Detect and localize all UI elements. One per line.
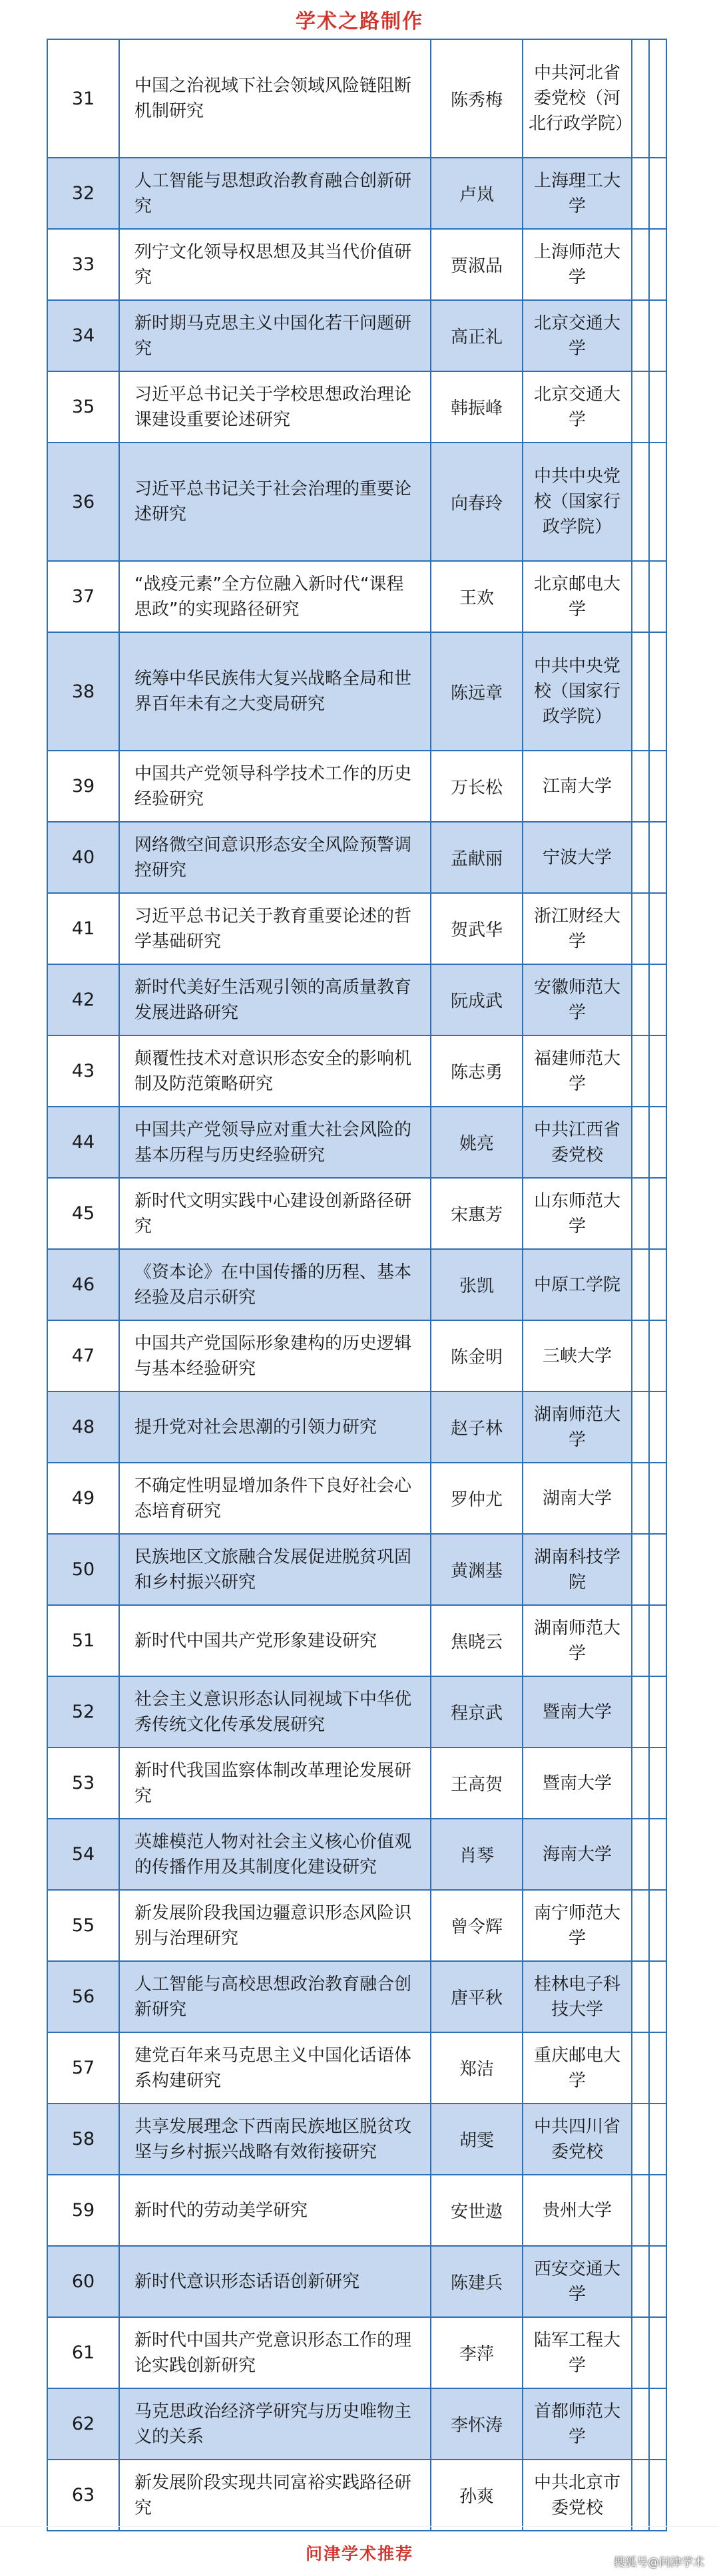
institution: 西安交通大学 bbox=[523, 2246, 632, 2317]
institution: 中共四川省委党校 bbox=[523, 2104, 632, 2175]
empty-cell bbox=[632, 1961, 649, 2032]
row-number: 41 bbox=[47, 893, 119, 964]
empty-cell bbox=[649, 632, 666, 751]
institution: 中共河北省委党校（河北行政学院） bbox=[523, 39, 632, 158]
empty-cell bbox=[632, 1534, 649, 1605]
table-row bbox=[47, 1748, 666, 1819]
principal-name: 孟献丽 bbox=[431, 822, 523, 893]
empty-cell bbox=[649, 2175, 666, 2246]
empty-cell bbox=[649, 1463, 666, 1534]
empty-cell bbox=[649, 158, 666, 229]
principal-name: 李怀涛 bbox=[431, 2388, 523, 2460]
principal-name: 胡雯 bbox=[431, 2104, 523, 2175]
row-number: 62 bbox=[47, 2388, 119, 2460]
row-number: 47 bbox=[47, 1320, 119, 1391]
row-number: 53 bbox=[47, 1748, 119, 1819]
empty-cell bbox=[632, 632, 649, 751]
row-number: 59 bbox=[47, 2175, 119, 2246]
table-row bbox=[47, 1890, 666, 1961]
empty-cell bbox=[632, 1391, 649, 1463]
project-title: 新时期马克思主义中国化若干问题研究 bbox=[119, 300, 431, 371]
empty-cell bbox=[649, 561, 666, 632]
principal-name: 陈志勇 bbox=[431, 1035, 523, 1107]
empty-cell bbox=[649, 1819, 666, 1890]
table-row bbox=[47, 158, 666, 229]
principal-name: 王欢 bbox=[431, 561, 523, 632]
table-row bbox=[47, 893, 666, 964]
empty-cell bbox=[632, 300, 649, 371]
table-row bbox=[47, 300, 666, 371]
row-number: 58 bbox=[47, 2104, 119, 2175]
row-number: 55 bbox=[47, 1890, 119, 1961]
project-title: 提升党对社会思潮的引领力研究 bbox=[119, 1391, 431, 1463]
project-title: 新时代中国共产党形象建设研究 bbox=[119, 1605, 431, 1676]
principal-name: 罗仲尤 bbox=[431, 1463, 523, 1534]
project-title: 英雄模范人物对社会主义核心价值观的传播作用及其制度化建设研究 bbox=[119, 1819, 431, 1890]
empty-cell bbox=[632, 964, 649, 1035]
empty-cell bbox=[632, 1249, 649, 1320]
empty-cell bbox=[632, 158, 649, 229]
principal-name: 姚亮 bbox=[431, 1107, 523, 1178]
row-number: 52 bbox=[47, 1676, 119, 1748]
project-title: 新时代美好生活观引领的高质量教育发展进路研究 bbox=[119, 964, 431, 1035]
principal-name: 陈建兵 bbox=[431, 2246, 523, 2317]
footer-title: 问津学术推荐 bbox=[305, 2544, 413, 2563]
principal-name: 曾令辉 bbox=[431, 1890, 523, 1961]
project-title: 人工智能与高校思想政治教育融合创新研究 bbox=[119, 1961, 431, 2032]
table-row bbox=[47, 39, 666, 158]
principal-name: 赵子林 bbox=[431, 1391, 523, 1463]
row-number: 38 bbox=[47, 632, 119, 751]
project-title: “战疫元素”全方位融入新时代“课程思政”的实现路径研究 bbox=[119, 561, 431, 632]
empty-cell bbox=[649, 2388, 666, 2460]
empty-cell bbox=[649, 300, 666, 371]
empty-cell bbox=[632, 39, 649, 158]
empty-cell bbox=[632, 443, 649, 561]
row-number: 43 bbox=[47, 1035, 119, 1107]
principal-name: 唐平秋 bbox=[431, 1961, 523, 2032]
institution: 江南大学 bbox=[523, 751, 632, 822]
empty-cell bbox=[632, 822, 649, 893]
empty-cell bbox=[649, 2246, 666, 2317]
row-number: 50 bbox=[47, 1534, 119, 1605]
table-row bbox=[47, 1107, 666, 1178]
institution: 中共中央党校（国家行政学院） bbox=[523, 632, 632, 751]
table-row bbox=[47, 822, 666, 893]
project-title: 新发展阶段实现共同富裕实践路径研究 bbox=[119, 2460, 431, 2531]
row-number: 35 bbox=[47, 371, 119, 443]
institution: 中共北京市委党校 bbox=[523, 2460, 632, 2531]
principal-name: 王高贺 bbox=[431, 1748, 523, 1819]
institution: 中共中央党校（国家行政学院） bbox=[523, 443, 632, 561]
row-number: 32 bbox=[47, 158, 119, 229]
institution: 暨南大学 bbox=[523, 1676, 632, 1748]
project-title: 新发展阶段我国边疆意识形态风险识别与治理研究 bbox=[119, 1890, 431, 1961]
row-number: 57 bbox=[47, 2032, 119, 2104]
empty-cell bbox=[632, 561, 649, 632]
principal-name: 李萍 bbox=[431, 2317, 523, 2388]
institution: 浙江财经大学 bbox=[523, 893, 632, 964]
project-title: 新时代文明实践中心建设创新路径研究 bbox=[119, 1178, 431, 1249]
empty-cell bbox=[632, 1819, 649, 1890]
institution: 暨南大学 bbox=[523, 1748, 632, 1819]
institution: 三峡大学 bbox=[523, 1320, 632, 1391]
principal-name: 陈秀梅 bbox=[431, 39, 523, 158]
institution: 北京邮电大学 bbox=[523, 561, 632, 632]
empty-cell bbox=[632, 2175, 649, 2246]
table-row bbox=[47, 2317, 666, 2388]
row-number: 46 bbox=[47, 1249, 119, 1320]
table-row bbox=[47, 2388, 666, 2460]
empty-cell bbox=[649, 1035, 666, 1107]
table-body bbox=[47, 39, 666, 2531]
table-row bbox=[47, 2104, 666, 2175]
table-row bbox=[47, 561, 666, 632]
principal-name: 程京武 bbox=[431, 1676, 523, 1748]
empty-cell bbox=[632, 1676, 649, 1748]
project-title: 人工智能与思想政治教育融合创新研究 bbox=[119, 158, 431, 229]
principal-name: 高正礼 bbox=[431, 300, 523, 371]
empty-cell bbox=[649, 371, 666, 443]
table-row bbox=[47, 2460, 666, 2531]
empty-cell bbox=[649, 822, 666, 893]
institution: 安徽师范大学 bbox=[523, 964, 632, 1035]
institution: 湖南师范大学 bbox=[523, 1605, 632, 1676]
empty-cell bbox=[649, 229, 666, 300]
project-title: 颠覆性技术对意识形态安全的影响机制及防范策略研究 bbox=[119, 1035, 431, 1107]
table-row bbox=[47, 751, 666, 822]
project-title: 习近平总书记关于教育重要论述的哲学基础研究 bbox=[119, 893, 431, 964]
row-number: 42 bbox=[47, 964, 119, 1035]
row-number: 39 bbox=[47, 751, 119, 822]
empty-cell bbox=[649, 39, 666, 158]
row-number: 31 bbox=[47, 39, 119, 158]
empty-cell bbox=[632, 1107, 649, 1178]
project-title: 中国共产党领导应对重大社会风险的基本历程与历史经验研究 bbox=[119, 1107, 431, 1178]
project-title: 民族地区文旅融合发展促进脱贫巩固和乡村振兴研究 bbox=[119, 1534, 431, 1605]
project-table bbox=[47, 39, 666, 2531]
table-row bbox=[47, 1961, 666, 2032]
empty-cell bbox=[632, 893, 649, 964]
empty-cell bbox=[632, 1035, 649, 1107]
row-number: 37 bbox=[47, 561, 119, 632]
empty-cell bbox=[649, 2104, 666, 2175]
table-row bbox=[47, 1676, 666, 1748]
project-title: 中国共产党国际形象建构的历史逻辑与基本经验研究 bbox=[119, 1320, 431, 1391]
project-title: 统筹中华民族伟大复兴战略全局和世界百年未有之大变局研究 bbox=[119, 632, 431, 751]
empty-cell bbox=[649, 1178, 666, 1249]
empty-cell bbox=[632, 1178, 649, 1249]
empty-cell bbox=[632, 1748, 649, 1819]
project-title: 《资本论》在中国传播的历程、基本经验及启示研究 bbox=[119, 1249, 431, 1320]
empty-cell bbox=[632, 229, 649, 300]
table-row bbox=[47, 1819, 666, 1890]
row-number: 61 bbox=[47, 2317, 119, 2388]
watermark: 搜狐号@问津学术 bbox=[614, 2556, 704, 2569]
table-row bbox=[47, 1534, 666, 1605]
project-title: 中国之治视域下社会领域风险链阻断机制研究 bbox=[119, 39, 431, 158]
principal-name: 张凯 bbox=[431, 1249, 523, 1320]
table-row bbox=[47, 2175, 666, 2246]
empty-cell bbox=[632, 2032, 649, 2104]
project-title: 马克思政治经济学研究与历史唯物主义的关系 bbox=[119, 2388, 431, 2460]
institution: 湖南师范大学 bbox=[523, 1391, 632, 1463]
principal-name: 郑洁 bbox=[431, 2032, 523, 2104]
principal-name: 贺武华 bbox=[431, 893, 523, 964]
principal-name: 肖琴 bbox=[431, 1819, 523, 1890]
principal-name: 韩振峰 bbox=[431, 371, 523, 443]
principal-name: 孙爽 bbox=[431, 2460, 523, 2531]
project-title: 不确定性明显增加条件下良好社会心态培育研究 bbox=[119, 1463, 431, 1534]
institution: 湖南科技学院 bbox=[523, 1534, 632, 1605]
empty-cell bbox=[649, 964, 666, 1035]
institution: 海南大学 bbox=[523, 1819, 632, 1890]
table-row bbox=[47, 2246, 666, 2317]
empty-cell bbox=[632, 1320, 649, 1391]
project-title: 习近平总书记关于学校思想政治理论课建设重要论述研究 bbox=[119, 371, 431, 443]
empty-cell bbox=[649, 1391, 666, 1463]
principal-name: 陈金明 bbox=[431, 1320, 523, 1391]
institution: 桂林电子科技大学 bbox=[523, 1961, 632, 2032]
empty-cell bbox=[649, 751, 666, 822]
empty-cell bbox=[649, 2460, 666, 2531]
empty-cell bbox=[649, 1961, 666, 2032]
page-footer bbox=[0, 2541, 719, 2565]
table-row bbox=[47, 443, 666, 561]
table-row bbox=[47, 632, 666, 751]
empty-cell bbox=[649, 1107, 666, 1178]
project-title: 共享发展理念下西南民族地区脱贫攻坚与乡村振兴战略有效衔接研究 bbox=[119, 2104, 431, 2175]
empty-cell bbox=[632, 2388, 649, 2460]
empty-cell bbox=[632, 371, 649, 443]
empty-cell bbox=[649, 1249, 666, 1320]
table-row bbox=[47, 1178, 666, 1249]
principal-name: 陈远章 bbox=[431, 632, 523, 751]
row-number: 45 bbox=[47, 1178, 119, 1249]
project-title: 新时代我国监察体制改革理论发展研究 bbox=[119, 1748, 431, 1819]
project-title: 新时代中国共产党意识形态工作的理论实践创新研究 bbox=[119, 2317, 431, 2388]
table-row bbox=[47, 2032, 666, 2104]
row-number: 54 bbox=[47, 1819, 119, 1890]
project-title: 新时代意识形态话语创新研究 bbox=[119, 2246, 431, 2317]
project-title: 列宁文化领导权思想及其当代价值研究 bbox=[119, 229, 431, 300]
empty-cell bbox=[649, 893, 666, 964]
row-number: 63 bbox=[47, 2460, 119, 2531]
institution: 中共江西省委党校 bbox=[523, 1107, 632, 1178]
principal-name: 宋惠芳 bbox=[431, 1178, 523, 1249]
principal-name: 卢岚 bbox=[431, 158, 523, 229]
empty-cell bbox=[632, 2317, 649, 2388]
table-row bbox=[47, 1320, 666, 1391]
empty-cell bbox=[632, 2460, 649, 2531]
row-number: 60 bbox=[47, 2246, 119, 2317]
page-title: 学术之路制作 bbox=[296, 10, 423, 33]
project-title: 新时代的劳动美学研究 bbox=[119, 2175, 431, 2246]
project-title: 网络微空间意识形态安全风险预警调控研究 bbox=[119, 822, 431, 893]
institution: 南宁师范大学 bbox=[523, 1890, 632, 1961]
empty-cell bbox=[632, 1463, 649, 1534]
institution: 北京交通大学 bbox=[523, 300, 632, 371]
row-number: 51 bbox=[47, 1605, 119, 1676]
institution: 上海师范大学 bbox=[523, 229, 632, 300]
row-number: 44 bbox=[47, 1107, 119, 1178]
table-row bbox=[47, 371, 666, 443]
empty-cell bbox=[649, 1748, 666, 1819]
principal-name: 焦晓云 bbox=[431, 1605, 523, 1676]
institution: 首都师范大学 bbox=[523, 2388, 632, 2460]
empty-cell bbox=[649, 443, 666, 561]
row-number: 56 bbox=[47, 1961, 119, 2032]
principal-name: 万长松 bbox=[431, 751, 523, 822]
institution: 中原工学院 bbox=[523, 1249, 632, 1320]
principal-name: 贾淑品 bbox=[431, 229, 523, 300]
table-row bbox=[47, 964, 666, 1035]
empty-cell bbox=[649, 1605, 666, 1676]
institution: 福建师范大学 bbox=[523, 1035, 632, 1107]
row-number: 34 bbox=[47, 300, 119, 371]
project-title: 建党百年来马克思主义中国化话语体系构建研究 bbox=[119, 2032, 431, 2104]
empty-cell bbox=[632, 2104, 649, 2175]
project-title: 社会主义意识形态认同视域下中华优秀传统文化传承发展研究 bbox=[119, 1676, 431, 1748]
table-row bbox=[47, 1463, 666, 1534]
institution: 山东师范大学 bbox=[523, 1178, 632, 1249]
institution: 贵州大学 bbox=[523, 2175, 632, 2246]
project-title: 中国共产党领导科学技术工作的历史经验研究 bbox=[119, 751, 431, 822]
empty-cell bbox=[632, 1890, 649, 1961]
institution: 宁波大学 bbox=[523, 822, 632, 893]
table-row bbox=[47, 1605, 666, 1676]
principal-name: 阮成武 bbox=[431, 964, 523, 1035]
empty-cell bbox=[632, 2246, 649, 2317]
row-number: 48 bbox=[47, 1391, 119, 1463]
row-number: 40 bbox=[47, 822, 119, 893]
principal-name: 向春玲 bbox=[431, 443, 523, 561]
empty-cell bbox=[649, 1320, 666, 1391]
empty-cell bbox=[649, 1676, 666, 1748]
table-row bbox=[47, 229, 666, 300]
empty-cell bbox=[632, 751, 649, 822]
empty-cell bbox=[649, 2032, 666, 2104]
empty-cell bbox=[649, 1890, 666, 1961]
principal-name: 黄渊基 bbox=[431, 1534, 523, 1605]
project-title: 习近平总书记关于社会治理的重要论述研究 bbox=[119, 443, 431, 561]
institution: 重庆邮电大学 bbox=[523, 2032, 632, 2104]
table-row bbox=[47, 1249, 666, 1320]
empty-cell bbox=[649, 1534, 666, 1605]
empty-cell bbox=[632, 1605, 649, 1676]
table-row bbox=[47, 1391, 666, 1463]
footer-divider bbox=[0, 2526, 719, 2527]
empty-cell bbox=[649, 2317, 666, 2388]
institution: 北京交通大学 bbox=[523, 371, 632, 443]
page-header bbox=[0, 0, 719, 39]
row-number: 49 bbox=[47, 1463, 119, 1534]
institution: 陆军工程大学 bbox=[523, 2317, 632, 2388]
institution: 湖南大学 bbox=[523, 1463, 632, 1534]
institution: 上海理工大学 bbox=[523, 158, 632, 229]
row-number: 36 bbox=[47, 443, 119, 561]
table-row bbox=[47, 1035, 666, 1107]
row-number: 33 bbox=[47, 229, 119, 300]
principal-name: 安世遨 bbox=[431, 2175, 523, 2246]
